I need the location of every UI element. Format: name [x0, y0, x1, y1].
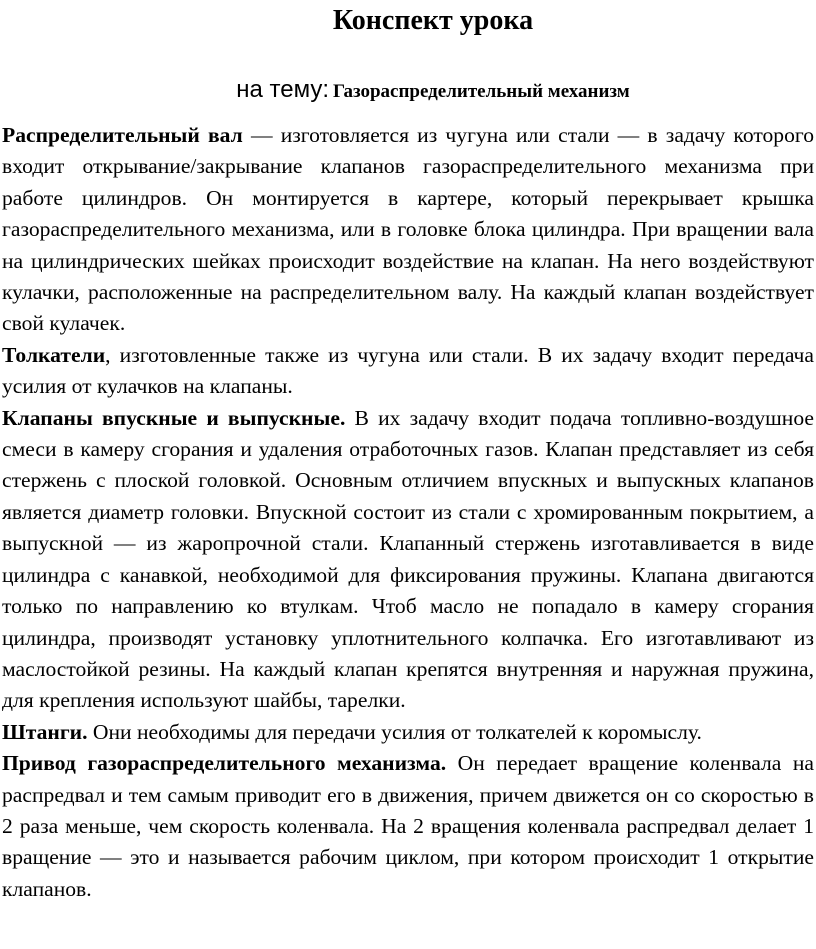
- paragraph-drive: [2, 748, 814, 905]
- document-title: Конспект урока: [332, 5, 534, 36]
- text-pushrods: Они необходимы для передачи усилия от толкателей к коромыслу.: [87, 719, 702, 744]
- term-tappets: Толкатели: [2, 342, 106, 367]
- text-valves: В их задачу входит подача топливно-воздушное смеси в камеру сгорания и удаления отработочных газов. Клапан представляет из себя стержень с плоской головкой. Основным отличием впускных и выпускных клапанов является диаметр головки. Впускной состоит из стали с хромированным покрытием, а выпускной — из жаропрочной стали. Клапанный стержень изготавливается в виде цилиндра с канавкой, необходимой для фиксирования пружины. Клапана двигаются только по направлению ко втулкам. Чтоб масло не попадало в камеру сгорания цилиндра, производят установку уплотнительного колпачка. Его изготавливают из маслостойкой резины. На каждый клапан крепятся внутренняя и наружная пружина, для крепления используют шайбы, тарелки.: [2, 405, 814, 713]
- term-valves: Клапаны впускные и выпускные.: [2, 405, 346, 430]
- subtitle-lead: на тему:: [236, 76, 330, 103]
- paragraph-tappets: [2, 340, 814, 403]
- text-drive: Он передает вращение коленвала на распредвал и тем самым приводит его в движения, причем движется он со скоростью в 2 раза меньше, чем скорость коленвала. На 2 вращения коленвала распредвал делает 1 вращение — это и называется рабочим циклом, при котором происходит 1 открытие клапанов.: [2, 751, 814, 901]
- document-body: [2, 120, 814, 905]
- document-subtitle: [2, 77, 814, 106]
- text-camshaft: — изготовляется из чугуна или стали — в задачу которого входит открывание/закрывание клапанов газораспределительного механизма при работе цилиндров. Он монтируется в картере, который перекрывает крышка газораспределительного механизма, или в головке блока цилиндра. При вращении вала на цилиндрических шейках происходит воздействие на клапан. На него воздействуют кулачки, расположенные на распределительном валу. На каждый клапан воздействует свой кулачек.: [2, 123, 814, 336]
- paragraph-valves: [2, 403, 814, 717]
- paragraph-pushrods: [2, 717, 814, 748]
- paragraph-camshaft: [2, 120, 814, 340]
- text-tappets: , изготовленные также из чугуна или стали. В их задачу входит передача усилия от кулачков на клапаны.: [2, 342, 814, 399]
- subtitle-topic: Газораспределительный механизм: [333, 81, 630, 102]
- term-camshaft: Распределительный вал: [2, 123, 243, 147]
- term-drive: Привод газораспределительного механизма.: [2, 751, 447, 776]
- term-pushrods: Штанги.: [2, 719, 88, 744]
